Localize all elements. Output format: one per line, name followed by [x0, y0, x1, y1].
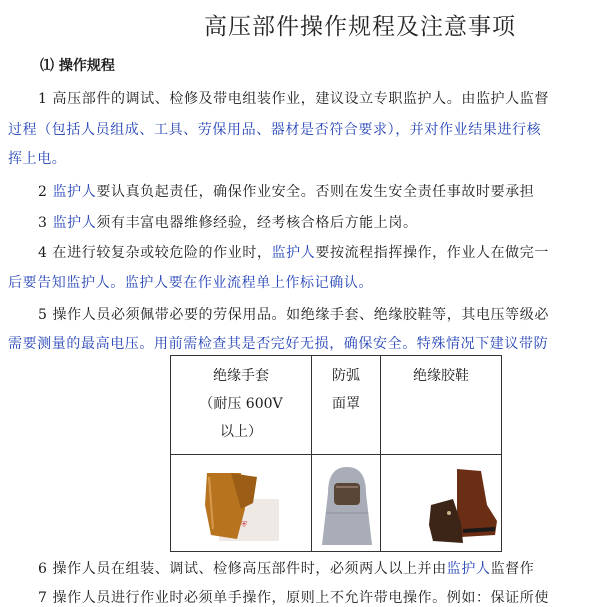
insulating-shoes-photo — [381, 455, 502, 552]
monitor-term: 监护人 — [446, 561, 491, 577]
ppe-header-arc-shield: 防弧 面罩 — [312, 356, 381, 455]
paragraph-line-2: 2 监护人要认真负起责任，确保作业安全。否则在发生安全责任事故时要承担 — [38, 184, 535, 200]
paragraph-line-5-cont: 需要测量的最高电压。用前需检查其是否完好无损，确保安全。特殊情况下建议带防 — [8, 336, 549, 352]
paragraph-line-1-cont: 过程（包括人员组成、工具、劳保用品、器材是否符合要求），并对作业结果进行核 — [8, 122, 542, 138]
ppe-header-shoes: 绝缘胶鞋 — [381, 356, 502, 455]
paragraph-line-4: 4 在进行较复杂或较危险的作业时，监护人要按流程指挥操作，作业人在做完一 — [38, 245, 549, 261]
paragraph-line-5: 5 操作人员必须佩带必要的劳保用品。如绝缘手套、绝缘胶鞋等，其电压等级必 — [38, 307, 549, 323]
paragraph-line-1-end: 挥上电。 — [8, 151, 67, 167]
ppe-header-gloves: 绝缘手套 （耐压 600V 以上） — [171, 356, 312, 455]
section-heading: ⑴ 操作规程 — [40, 58, 115, 74]
ppe-table — [170, 355, 502, 552]
svg-text:⛨: ⛨ — [241, 520, 247, 529]
document-title: 高压部件操作规程及注意事项 — [204, 14, 516, 40]
paragraph-line-4-cont: 后要告知监护人。监护人要在作业流程单上作标记确认。 — [8, 275, 374, 291]
monitor-term: 监护人 — [52, 184, 97, 200]
paragraph-line-1: 1 高压部件的调试、检修及带电组装作业，建议设立专职监护人。由监护人监督 — [38, 91, 549, 107]
monitor-term: 监护人 — [271, 245, 316, 261]
paragraph-line-3: 3 监护人须有丰富电器维修经验，经考核合格后方能上岗。 — [38, 215, 418, 231]
paragraph-line-6: 6 操作人员在组装、调试、检修高压部件时，必须两人以上并由监护人监督作 — [38, 561, 535, 577]
arc-face-shield-photo — [312, 455, 381, 552]
insulating-gloves-photo — [171, 455, 312, 552]
paragraph-line-7: 7 操作人员进行作业时必须单手操作，原则上不允许带电操作。例如：保证所使 — [38, 590, 549, 606]
monitor-term: 监护人 — [52, 215, 97, 231]
